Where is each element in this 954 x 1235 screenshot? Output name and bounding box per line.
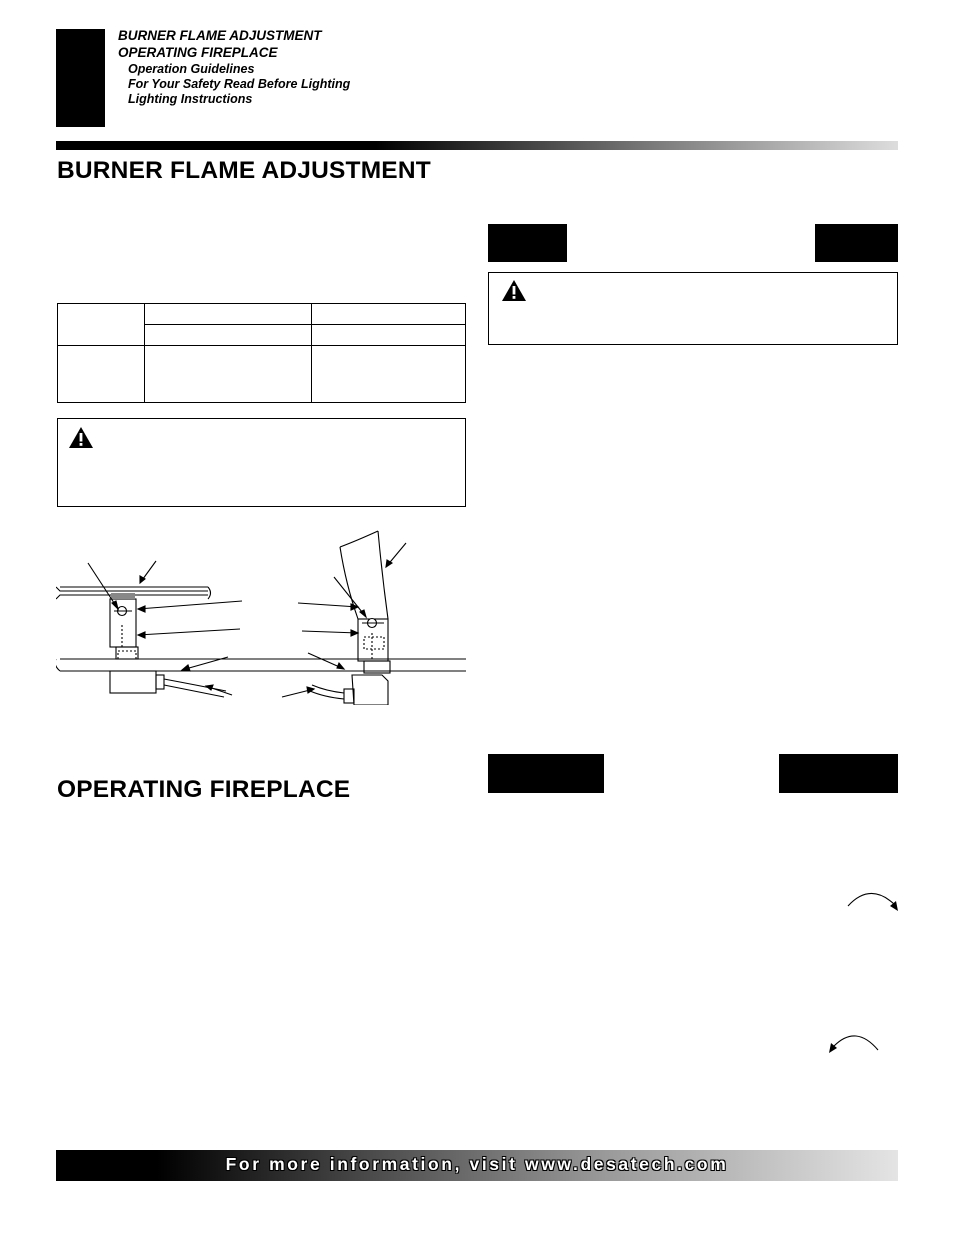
operating-fireplace-title: OPERATING FIREPLACE: [57, 776, 351, 803]
toc-item-operation-guidelines[interactable]: Operation Guidelines: [128, 62, 255, 76]
air-shutter-diagram: [56, 525, 468, 705]
toc-item-safety-before-lighting[interactable]: For Your Safety Read Before Lighting: [128, 77, 351, 91]
header-tab-block-left: [488, 224, 567, 262]
table-cell: [312, 346, 466, 403]
table-cell: [145, 325, 312, 346]
toc-item-lighting-instructions[interactable]: Lighting Instructions: [128, 92, 253, 106]
clockwise-arrow-icon: [842, 888, 902, 914]
flame-adjustment-table: [57, 303, 466, 403]
footer-website-link[interactable]: For more information, visit www.desatech.com: [225, 1154, 729, 1174]
toc-item-operating-fireplace[interactable]: OPERATING FIREPLACE: [118, 45, 278, 60]
toc-item-burner-flame-adjustment[interactable]: BURNER FLAME ADJUSTMENT: [118, 28, 322, 43]
burner-flame-adjustment-title: BURNER FLAME ADJUSTMENT: [57, 157, 431, 184]
table-cell: [312, 304, 466, 325]
warning-box-right: [488, 272, 898, 345]
table-cell: [58, 346, 145, 403]
header-gradient-rule: [56, 141, 898, 150]
header-tab-block-right: [815, 224, 898, 262]
table-cell: [145, 346, 312, 403]
counterclockwise-arrow-icon: [826, 1030, 884, 1056]
header-tab-block-right-2: [779, 754, 898, 793]
section-tab-block: [56, 29, 105, 127]
warning-triangle-icon: [69, 427, 93, 448]
table-cell: [58, 304, 145, 346]
table-cell: [145, 304, 312, 325]
warning-triangle-icon: [502, 280, 526, 301]
warning-box-left: [57, 418, 466, 507]
footer-banner: [56, 1150, 898, 1181]
table-cell: [312, 325, 466, 346]
header-tab-block-left-2: [488, 754, 604, 793]
